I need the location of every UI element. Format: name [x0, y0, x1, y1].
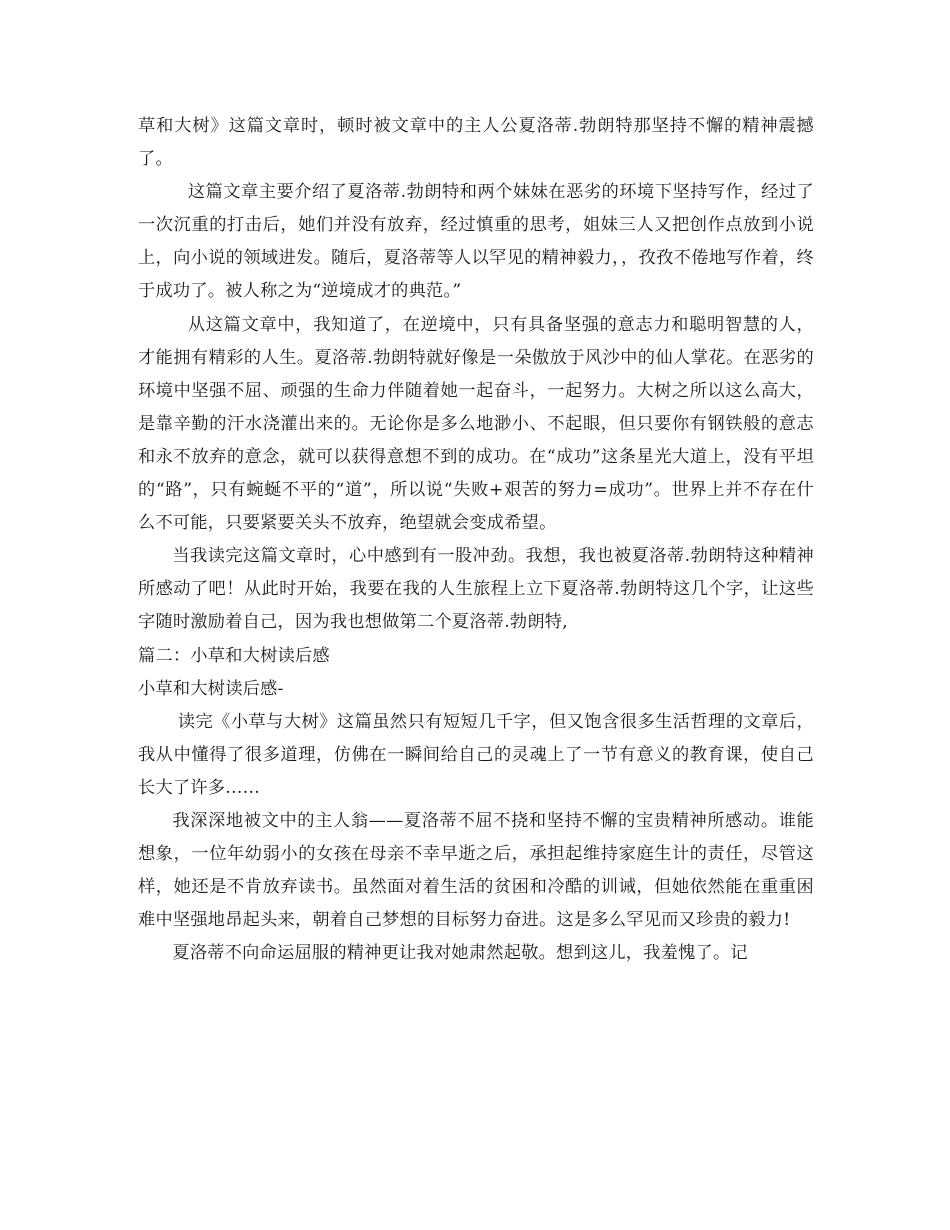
essay-title: 小草和大树读后感-	[138, 678, 284, 699]
paragraph-conclusion: 当我读完这篇文章时，心中感到有一股冲劲。我想，我也被夏洛蒂.勃朗特这种精神所感动了吧！从此时开始，我要在我的人生旅程上立下夏洛蒂.勃朗特这几个字，让这些字随时激励着自己，因为我也想做第二个夏洛蒂.勃朗特,	[138, 546, 814, 633]
document-body	[138, 110, 814, 970]
paragraph-respect: 夏洛蒂不向命运屈服的精神更让我对她肃然起敬。想到这儿，我羞愧了。记	[172, 943, 748, 964]
section-heading: 篇二：小草和大树读后感	[138, 645, 330, 666]
paragraph-continuation: 草和大树》这篇文章时，顿时被文章中的主人公夏洛蒂.勃朗特那坚持不懈的精神震撼了。	[138, 116, 814, 170]
paragraph-intro	[138, 706, 814, 805]
paragraph-admiration: 我深深地被文中的主人翁——夏洛蒂不屈不挠和坚持不懈的宝贵精神所感动。谁能想象，一位年幼弱小的女孩在母亲不幸早逝之后，承担起维持家庭生计的责任，尽管这样，她还是不肯放弃读书。虽然面对着生活的贫困和冷酷的训诫，但她依然能在重重困难中坚强地昂起头来，朝着自己梦想的目标努力奋进。这是多么罕见而又珍贵的毅力!	[138, 810, 814, 931]
paragraph-intro-text: 读完《小草与大树》这篇虽然只有短短几千字，但又饱含很多生活哲理的文章后，我从中懂得了很多道理，仿佛在一瞬间给自己的灵魂上了一节有意义的教育课，使自己长大了许多……	[138, 711, 814, 798]
paragraph-summary: 这篇文章主要介绍了夏洛蒂.勃朗特和两个妹妹在恶劣的环境下坚持写作，经过了一次沉重的打击后，她们并没有放弃，经过慎重的思考，姐妹三人又把创作点放到小说上，向小说的领域进发。随后，夏洛蒂等人以罕见的精神毅力，，孜孜不倦地写作着，终于成功了。被人称之为“逆境成才的典范。”	[138, 182, 814, 302]
paragraph-reflection: 从这篇文章中，我知道了，在逆境中，只有具备坚强的意志力和聪明智慧的人，才能拥有精彩的人生。夏洛蒂.勃朗特就好像是一朵傲放于风沙中的仙人掌花。在恶劣的环境中坚强不屈、顽强的生命力伴随着她一起奋斗，一起努力。大树之所以这么高大，是靠辛勤的汗水浇灌出来的。无论你是多么地渺小、不起眼，但只要你有钢铁般的意志和永不放弃的意念，就可以获得意想不到的成功。在“成功”这条星光大道上，没有平坦的“路”，只有蜿蜒不平的“道”，所以说“失败+艰苦的努力=成功”。世界上并不存在什么不可能，只要紧要关头不放弃，绝望就会变成希望。	[138, 314, 814, 534]
